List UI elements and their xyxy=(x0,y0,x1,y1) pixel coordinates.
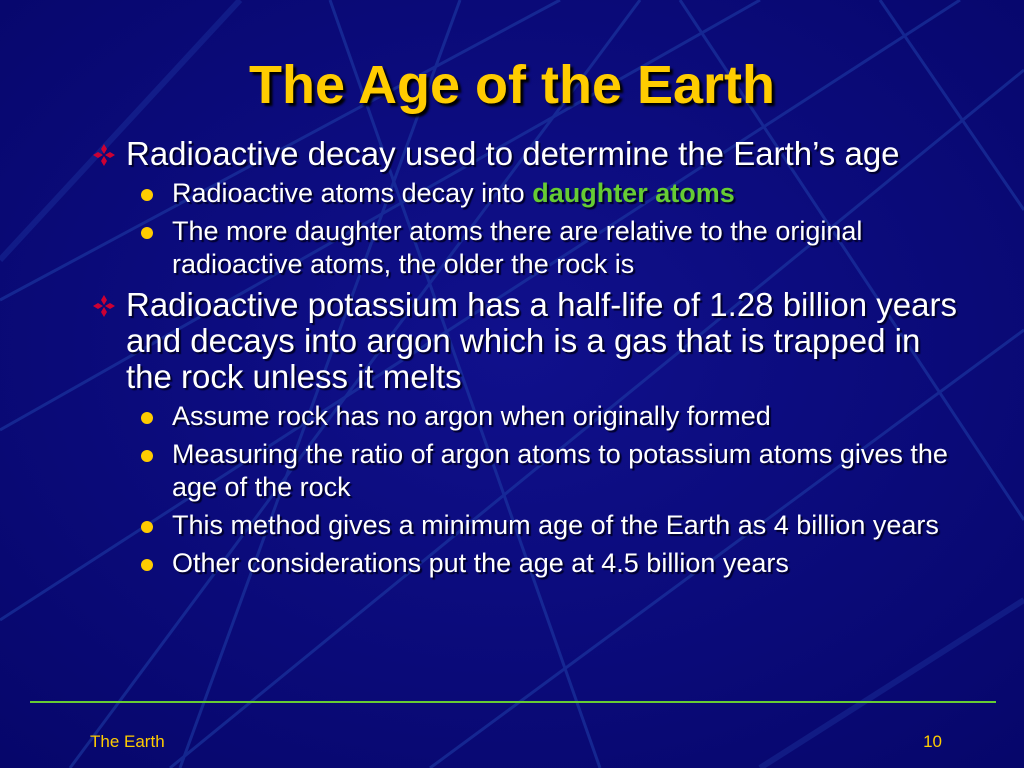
sub-bullet-2-3 xyxy=(90,509,970,542)
sub-bullet-1-2-text: The more daughter atoms there are relative to the original radioactive atoms, the older the rock is xyxy=(172,216,863,279)
dot-bullet-icon xyxy=(141,189,153,201)
sub-bullet-1-1 xyxy=(90,177,970,210)
dot-bullet-icon xyxy=(141,227,153,239)
diamond-bullet-icon xyxy=(92,143,116,167)
bullet-1-text: Radioactive decay used to determine the Earth’s age xyxy=(126,135,900,172)
footer-label: The Earth xyxy=(90,732,165,751)
sub-bullet-2-2-text: Measuring the ratio of argon atoms to potassium atoms gives the age of the rock xyxy=(172,439,948,502)
slide-content xyxy=(90,132,970,580)
bullet-1 xyxy=(90,136,970,172)
sub-bullet-2-4-text: Other considerations put the age at 4.5 billion years xyxy=(172,548,789,578)
sub-bullet-2-1-text: Assume rock has no argon when originally formed xyxy=(172,401,771,431)
dot-bullet-icon xyxy=(141,412,153,424)
sub-bullet-2-2 xyxy=(90,438,970,504)
footer-divider xyxy=(30,701,996,703)
dot-bullet-icon xyxy=(141,521,153,533)
sub-bullet-2-3-text: This method gives a minimum age of the Earth as 4 billion years xyxy=(172,510,939,540)
dot-bullet-icon xyxy=(141,450,153,462)
highlight-daughter-atoms: daughter atoms xyxy=(532,178,735,208)
bullet-2-text: Radioactive potassium has a half-life of 1.28 billion years and decays into argon which is a gas that is trapped in the rock unless it melts xyxy=(126,286,957,395)
bullet-2 xyxy=(90,287,970,395)
page-number: 10 xyxy=(923,732,942,751)
sub-bullet-1-1-text: Radioactive atoms decay into xyxy=(172,178,533,208)
dot-bullet-icon xyxy=(141,559,153,571)
sub-bullet-1-2 xyxy=(90,215,970,281)
sub-bullet-2-1 xyxy=(90,400,970,433)
slide-title: The Age of the Earth xyxy=(248,55,776,115)
diamond-bullet-icon xyxy=(92,294,116,318)
sub-bullet-2-4 xyxy=(90,547,970,580)
